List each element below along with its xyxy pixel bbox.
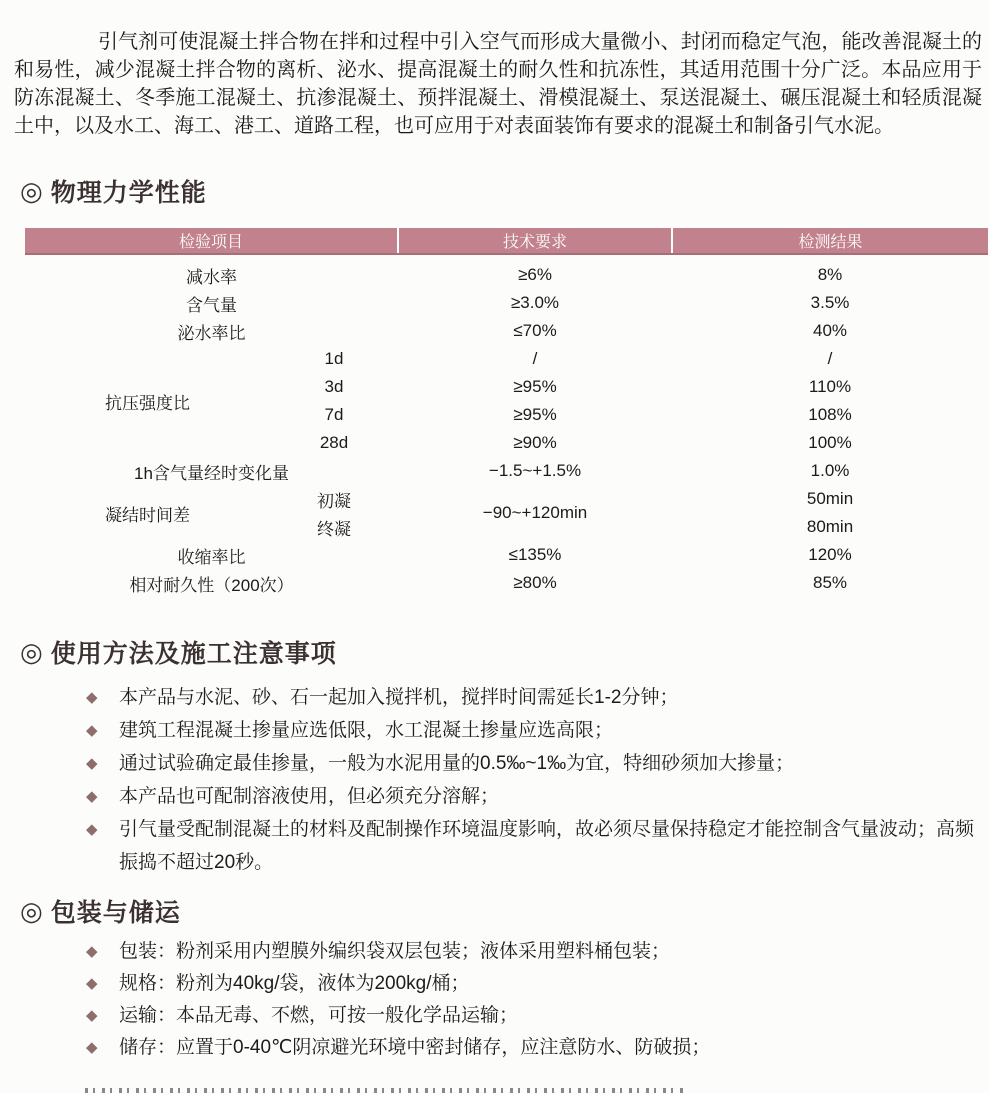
cell-subitem: 28d (319, 433, 349, 452)
cell-subitem: 3d (324, 377, 344, 396)
cell-item: 减水率 (186, 267, 237, 287)
section-title: 物理力学性能 (50, 179, 207, 207)
physical-properties-table (25, 228, 988, 597)
double-circle-icon: ◎ (20, 895, 44, 926)
cell-result: 100% (808, 433, 852, 452)
list-item-text: 储存：应置于0-40℃阴凉避光环境中密封储存，应注意防水、防破损； (119, 1037, 711, 1058)
list-item (86, 1032, 990, 1064)
cell-requirement: ≥95% (513, 405, 557, 424)
cell-requirement: ≥80% (513, 573, 557, 592)
cell-result: 50min (806, 489, 854, 508)
cell-item: 收缩率比 (177, 547, 246, 567)
list-item (86, 714, 990, 747)
diamond-bullet-icon: ◆ (86, 821, 98, 838)
intro-paragraph: 引气剂可使混凝土拌合物在拌和过程中引入空气而形成大量微小、封闭而稳定气泡，能改善混凝土的和易性，减少混凝土拌合物的离析、泌水、提高混凝土的耐久性和抗冻性，其适用范围十分广泛。本品应用于防冻混凝土、冬季施工混凝土、抗渗混凝土、预拌混凝土、滑模混凝土、泵送混凝土、碾压混凝土和轻质混凝土中，以及水工、海工、港工、道路工程，也可应用于对表面装饰有要求的混凝土和制备引气水泥。 (14, 31, 982, 137)
table-row (25, 457, 988, 485)
cell-result: 40% (813, 321, 848, 340)
cell-item-group: 凝结时间差 (105, 505, 190, 525)
cell-item: 相对耐久性（200次） (129, 575, 294, 595)
double-circle-icon: ◎ (20, 175, 44, 206)
packaging-bullet-list (0, 936, 990, 1064)
cell-item: 含气量 (186, 295, 237, 315)
diamond-bullet-icon: ◆ (86, 788, 98, 805)
double-circle-icon: ◎ (20, 636, 44, 667)
diamond-bullet-icon: ◆ (86, 722, 98, 739)
list-item-text: 本产品与水泥、砂、石一起加入搅拌机，搅拌时间需延长1-2分钟； (119, 687, 679, 708)
column-header-requirement: 技术要求 (398, 228, 672, 254)
list-item (86, 813, 990, 879)
table-row (25, 541, 988, 569)
diamond-bullet-icon: ◆ (86, 755, 98, 772)
list-item (86, 1000, 990, 1032)
list-item-text: 规格：粉剂为40kg/袋，液体为200kg/桶； (119, 973, 470, 994)
cell-subitem: 终凝 (317, 519, 351, 539)
cell-requirement: ≥6% (518, 265, 552, 284)
column-header-result: 检测结果 (672, 228, 988, 254)
cell-result: 110% (808, 377, 852, 396)
cell-requirement: / (532, 349, 538, 368)
section-title: 包装与储运 (50, 899, 181, 927)
cell-requirement: ≥90% (513, 433, 557, 452)
list-item-text: 运输：本品无毒、不燃，可按一般化学品运输； (119, 1005, 519, 1026)
section-title: 使用方法及施工注意事项 (50, 640, 337, 668)
list-item-text: 通过试验确定最佳掺量，一般为水泥用量的0.5‰~1‰为宜，特细砂须加大掺量； (119, 753, 795, 774)
list-item (86, 780, 990, 813)
cell-result: 85% (813, 573, 848, 592)
cell-requirement: ≤135% (508, 545, 562, 564)
cell-result: 80min (806, 517, 854, 536)
cell-requirement: −1.5~+1.5% (488, 461, 582, 480)
table-row (25, 345, 988, 373)
cell-result: / (827, 349, 833, 368)
cell-item-group: 抗压强度比 (105, 393, 190, 413)
cell-subitem: 7d (324, 405, 344, 424)
table-row (25, 569, 988, 597)
diamond-bullet-icon: ◆ (86, 975, 98, 992)
table-row (25, 289, 988, 317)
table-row (25, 261, 988, 289)
list-item-text: 建筑工程混凝土掺量应选低限，水工混凝土掺量应选高限； (119, 720, 614, 741)
cell-item: 泌水率比 (177, 323, 246, 343)
diamond-bullet-icon: ◆ (86, 943, 98, 960)
cell-requirement: ≤70% (513, 321, 557, 340)
section-heading-packaging (20, 896, 990, 926)
diamond-bullet-icon: ◆ (86, 689, 98, 706)
truncated-bottom-line (85, 1088, 685, 1093)
cell-requirement: ≥95% (513, 377, 557, 396)
cell-subitem: 1d (324, 349, 344, 368)
usage-bullet-list (0, 681, 990, 879)
column-header-item: 检验项目 (25, 228, 398, 254)
list-item (86, 968, 990, 1000)
list-item-text: 引气量受配制混凝土的材料及配制操作环境温度影响，故必须尽量保持稳定才能控制含气量波动；高频振捣不超过20秒。 (119, 819, 975, 873)
cell-requirement: −90~+120min (482, 503, 588, 522)
table-row (25, 485, 988, 513)
list-item-text: 包装：粉剂采用内塑膜外编织袋双层包装；液体采用塑料桶包装； (119, 941, 671, 962)
cell-result: 3.5% (810, 293, 850, 312)
list-item (86, 681, 990, 714)
cell-result: 108% (808, 405, 852, 424)
cell-result: 1.0% (810, 461, 850, 480)
table-row (25, 317, 988, 345)
diamond-bullet-icon: ◆ (86, 1039, 98, 1056)
cell-item: 1h含气量经时变化量 (134, 463, 289, 483)
table-header-row (25, 228, 988, 254)
list-item (86, 747, 990, 780)
section-heading-physical (20, 176, 990, 206)
section-heading-usage (20, 637, 990, 667)
diamond-bullet-icon: ◆ (86, 1007, 98, 1024)
list-item-text: 本产品也可配制溶液使用，但必须充分溶解； (119, 786, 500, 807)
cell-requirement: ≥3.0% (510, 293, 560, 312)
cell-result: 8% (817, 265, 843, 284)
cell-subitem: 初凝 (317, 491, 351, 511)
list-item (86, 936, 990, 968)
cell-result: 120% (808, 545, 852, 564)
